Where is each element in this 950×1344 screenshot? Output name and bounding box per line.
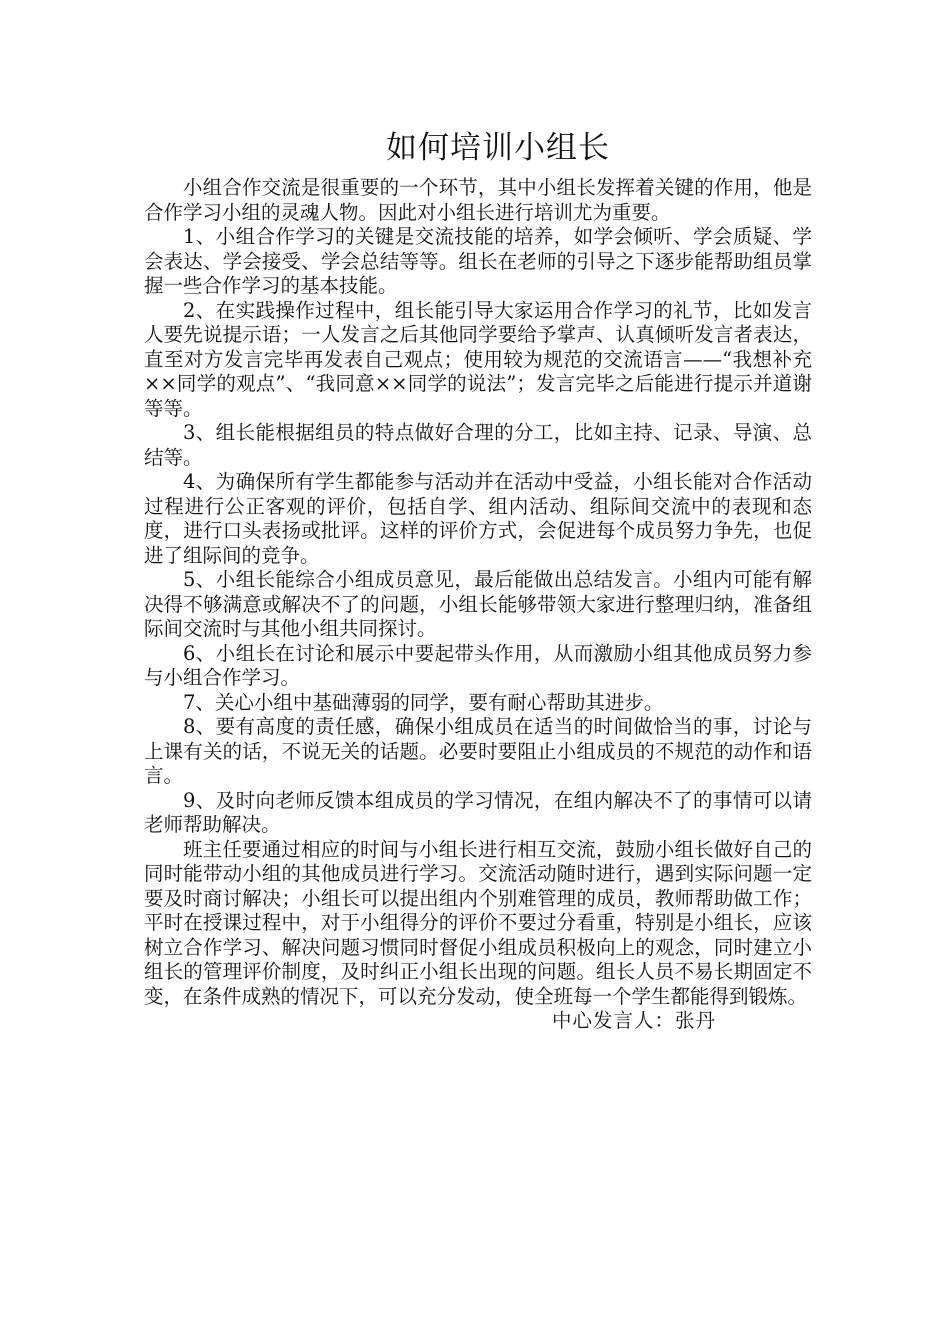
point-4-paragraph: 4、为确保所有学生都能参与活动并在活动中受益，小组长能对合作活动过程进行公正客观的评价，包括自学、组内活动、组际间交流中的表现和态度，进行口头表扬或批评。这样的评价方式，会促进每个成员努力争先，也促进了组际间的竞争。 (144, 470, 812, 567)
point-1-paragraph: 1、小组合作学习的关键是交流技能的培养，如学会倾听、学会质疑、学会表达、学会接受、学会总结等等。组长在老师的引导之下逐步能帮助组员掌握一些合作学习的基本技能。 (144, 225, 812, 297)
point-2-paragraph: 2、在实践操作过程中，组长能引导大家运用合作学习的礼节，比如发言人要先说提示语；一人发言之后其他同学要给予掌声、认真倾听发言者表达，直至对方发言完毕再发表自己观点；使用较为规范的交流语言——“我想补充××同学的观点”、“我同意××同学的说法”；发言完毕之后能进行提示并道谢等等。 (144, 298, 812, 420)
document-body (144, 176, 812, 1034)
point-6-paragraph: 6、小组长在讨论和展示中要起带头作用，从而激励小组其他成员努力参与小组合作学习。 (144, 641, 812, 689)
document-title: 如何培训小组长 (386, 130, 610, 166)
point-8-paragraph: 8、要有高度的责任感，确保小组成员在适当的时间做恰当的事，讨论与上课有关的话，不说无关的话题。必要时要阻止小组成员的不规范的动作和语言。 (144, 715, 812, 787)
point-5-paragraph: 5、小组长能综合小组成员意见，最后能做出总结发言。小组内可能有解决得不够满意或解决不了的问题，小组长能够带领大家进行整理归纳，准备组际间交流时与其他小组共同探讨。 (144, 568, 812, 640)
conclusion-paragraph: 班主任要通过相应的时间与小组长进行相互交流，鼓励小组长做好自己的同时能带动小组的其他成员进行学习。交流活动随时进行，遇到实际问题一定要及时商讨解决；小组长可以提出组内个别难管理的成员，教师帮助做工作；平时在授课过程中，对于小组得分的评价不要过分看重，特别是小组长，应该树立合作学习、解决问题习惯同时督促小组成员积极向上的观念，同时建立小组长的管理评价制度，及时纠正小组长出现的问题。组长人员不易长期固定不变，在条件成熟的情况下，可以充分发动，使全班每一个学生都能得到锻炼。 (144, 837, 812, 1008)
intro-paragraph: 小组合作交流是很重要的一个环节，其中小组长发挥着关键的作用，他是合作学习小组的灵魂人物。因此对小组长进行培训尤为重要。 (144, 176, 812, 224)
point-9-paragraph: 9、及时向老师反馈本组成员的学习情况，在组内解决不了的事情可以请老师帮助解决。 (144, 788, 812, 836)
point-3-paragraph: 3、组长能根据组员的特点做好合理的分工，比如主持、记录、导演、总结等。 (144, 421, 812, 469)
point-7-paragraph: 7、关心小组中基础薄弱的同学，要有耐心帮助其进步。 (183, 690, 664, 714)
signature-line: 中心发言人：张丹 (552, 1009, 717, 1032)
